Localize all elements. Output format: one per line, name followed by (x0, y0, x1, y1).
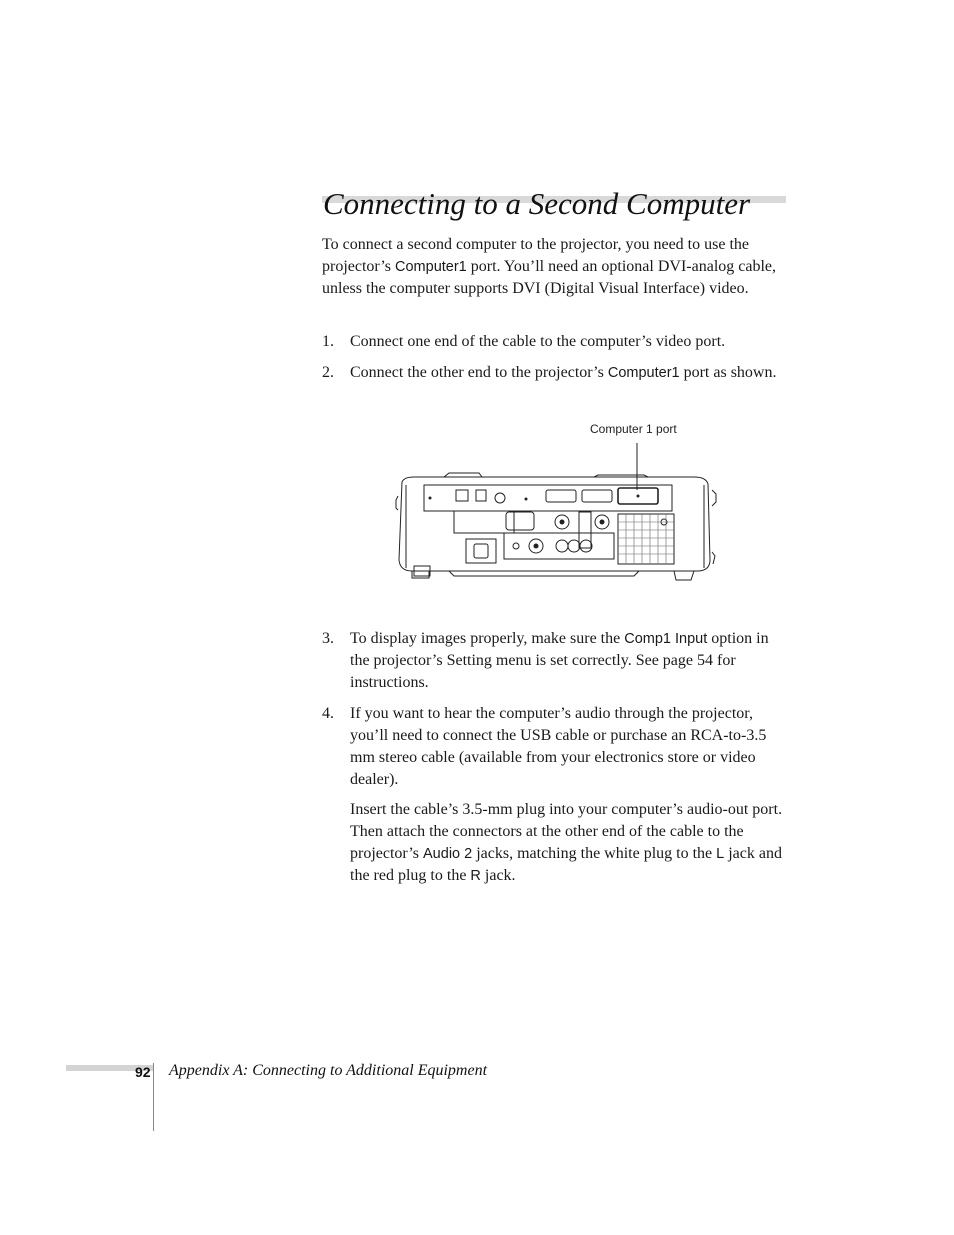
intro-text-1: To connect a second computer to the projector, you need to use the projector’s (322, 236, 749, 275)
audio-jack-name: Audio 2 (423, 846, 473, 862)
footer-section-title: Appendix A: Connecting to Additional Equipment (169, 1062, 488, 1079)
rca-jack-3 (580, 540, 592, 552)
insert-text-2: jacks, matching the white plug to the (472, 845, 717, 862)
step-2-text-1: Connect the other end to the projector’s (350, 364, 608, 381)
step-1-number: 1. (322, 333, 334, 350)
step-3-text-2: option in the projector’s Setting menu is set correctly. See page 54 for instructions. (350, 630, 769, 691)
step-3-option-name: Comp1 Input (624, 631, 708, 647)
intro-text-2: port. You’ll need an optional DVI-analog cable, unless the computer supports DVI (Digital Visual Interface) video. (322, 258, 777, 297)
rca-jack-1 (556, 540, 568, 552)
rca-jack-2 (568, 540, 580, 552)
power-inlet (466, 539, 496, 563)
step-2-text (350, 362, 784, 384)
computer2-port (546, 490, 576, 502)
insert-text-1: Insert the cable’s 3.5-mm plug into your computer’s audio-out port. Then attach the connectors at the other end of the cable to the projector’s (350, 801, 783, 862)
lower-port-panel (504, 533, 614, 559)
audio-out-jack (495, 493, 505, 503)
usb-b-port (476, 490, 486, 501)
right-jack-label: R (470, 868, 481, 884)
left-jack-label: L (716, 846, 725, 862)
step-4-text: If you want to hear the computer’s audio through the projector, you’ll need to connect the USB cable or purchase an RCA-to-3.5 mm stereo cable (available from your electronics store or video dealer). (350, 705, 767, 788)
right-foot (674, 571, 694, 580)
footer-divider (153, 1063, 154, 1131)
step-2-text-2: port as shown. (679, 364, 777, 381)
step-3-number: 3. (322, 630, 334, 647)
projector-body-outline (399, 477, 710, 571)
middle-panel (454, 511, 514, 533)
step-1-text: Connect one end of the cable to the computer’s video port. (350, 333, 726, 350)
intro-port-name: Computer1 (395, 259, 467, 275)
page-number: 92 (135, 1064, 151, 1080)
serial-port (506, 512, 534, 530)
projector-rear-panel-diagram (394, 440, 726, 588)
step-2-port-name: Computer1 (607, 365, 680, 381)
step-3-text (350, 628, 784, 694)
step-4-number: 4. (322, 705, 334, 722)
insert-text-4: jack. (480, 867, 516, 884)
insert-paragraph (350, 799, 784, 887)
step-3-text-1: To display images properly, make sure the (350, 630, 625, 647)
insert-text-3: jack and the red plug to the (350, 845, 782, 884)
intro-paragraph (322, 234, 784, 300)
upper-port-panel (424, 485, 672, 511)
monitor-out-port (582, 490, 612, 502)
page-title: Connecting to a Second Computer (323, 186, 751, 221)
vent-grille (618, 514, 674, 564)
step-2-number: 2. (322, 364, 334, 381)
computer-1-port-callout: Computer 1 port (590, 422, 677, 436)
left-foot (412, 571, 429, 578)
usb-port (456, 490, 468, 501)
